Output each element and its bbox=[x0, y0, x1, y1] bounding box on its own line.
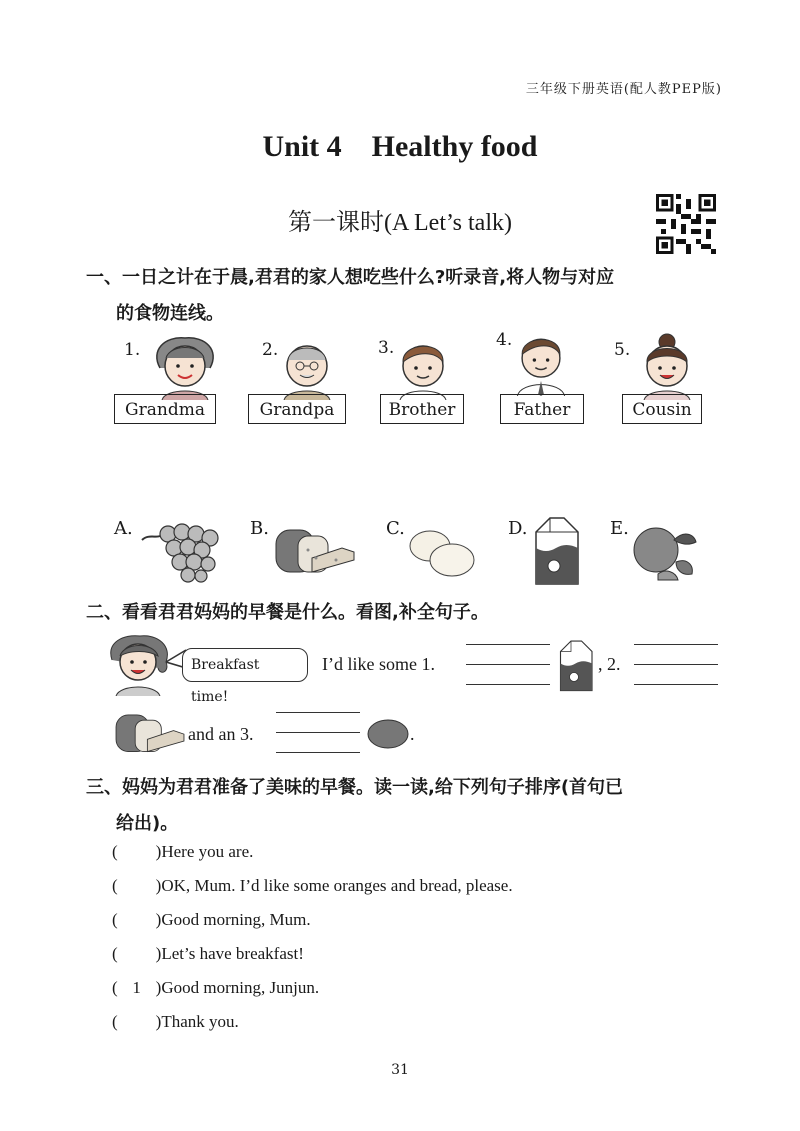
answer-line-3a bbox=[276, 712, 360, 713]
list-item: ( )Good morning, Mum. bbox=[112, 910, 311, 929]
qr-code-icon bbox=[656, 194, 716, 254]
person-number-4: 4. bbox=[496, 330, 513, 350]
list-item: ( 1 )Good morning, Junjun. bbox=[112, 978, 320, 997]
page-number: 31 bbox=[391, 1062, 409, 1078]
sentence-end: . bbox=[410, 724, 415, 744]
father-icon bbox=[496, 326, 586, 396]
speech-bubble: Breakfast time! bbox=[182, 648, 308, 682]
list-item: ( )Let’s have breakfast! bbox=[112, 944, 304, 963]
answer-line-1c bbox=[466, 684, 550, 685]
list-item: ( )Thank you. bbox=[112, 1012, 239, 1031]
sentence-part-2: and an 3. bbox=[188, 724, 254, 744]
section-3-heading: 三、妈妈为君君准备了美味的早餐。读一读,给下列句子排序(首句已 给出)。 bbox=[86, 777, 624, 834]
lesson-subtitle: 第一课时(A Let’s talk) bbox=[288, 210, 512, 236]
food-letter-c: C. bbox=[386, 518, 405, 539]
section-1-heading: 一、一日之计在于晨,君君的家人想吃些什么?听录音,将人物与对应 的食物连线。 bbox=[86, 267, 615, 324]
food-letter-b: B. bbox=[250, 518, 269, 539]
sentence-part-1: I’d like some 1. bbox=[322, 654, 435, 674]
name-box-father: Father bbox=[500, 394, 584, 424]
name-box-cousin: Cousin bbox=[622, 394, 702, 424]
name-box-grandma: Grandma bbox=[114, 394, 216, 424]
food-letter-a: A. bbox=[114, 518, 133, 539]
list-item: ( )OK, Mum. I’d like some oranges and bread, please. bbox=[112, 876, 513, 895]
answer-line-2b bbox=[634, 664, 718, 665]
bread-icon bbox=[112, 708, 188, 762]
order-blank[interactable]: 1 bbox=[132, 978, 141, 997]
answer-line-1b bbox=[466, 664, 550, 665]
person-number-1: 1. bbox=[124, 340, 141, 360]
milk-carton-icon bbox=[556, 634, 598, 696]
list-item: ( )Here you are. bbox=[112, 842, 254, 861]
person-number-5: 5. bbox=[614, 340, 631, 360]
grandma-icon bbox=[140, 330, 230, 400]
header-note: 三年级下册英语(配人教PEP版) bbox=[525, 82, 722, 97]
answer-line-3b bbox=[276, 732, 360, 733]
egg-icon bbox=[366, 716, 412, 752]
answer-line-2a bbox=[634, 644, 718, 645]
page-title: Unit 4 Healthy food bbox=[262, 130, 538, 163]
cousin-icon bbox=[622, 330, 712, 400]
separator-2: , 2. bbox=[598, 654, 621, 674]
name-box-brother: Brother bbox=[380, 394, 464, 424]
bread-icon bbox=[272, 522, 358, 584]
milk-carton-icon bbox=[530, 514, 586, 586]
section-2-heading: 二、看看君君妈妈的早餐是什么。看图,补全句子。 bbox=[86, 602, 489, 623]
grapes-icon bbox=[138, 520, 224, 584]
eggs-icon bbox=[406, 524, 478, 580]
person-number-2: 2. bbox=[262, 340, 279, 360]
grandpa-icon bbox=[262, 330, 352, 400]
oranges-icon bbox=[628, 522, 700, 582]
food-letter-e: E. bbox=[610, 518, 629, 539]
person-number-3: 3. bbox=[378, 338, 395, 358]
answer-line-2c bbox=[634, 684, 718, 685]
answer-line-3c bbox=[276, 752, 360, 753]
name-box-grandpa: Grandpa bbox=[248, 394, 346, 424]
brother-icon bbox=[378, 330, 468, 400]
food-letter-d: D. bbox=[508, 518, 528, 539]
answer-line-1a bbox=[466, 644, 550, 645]
